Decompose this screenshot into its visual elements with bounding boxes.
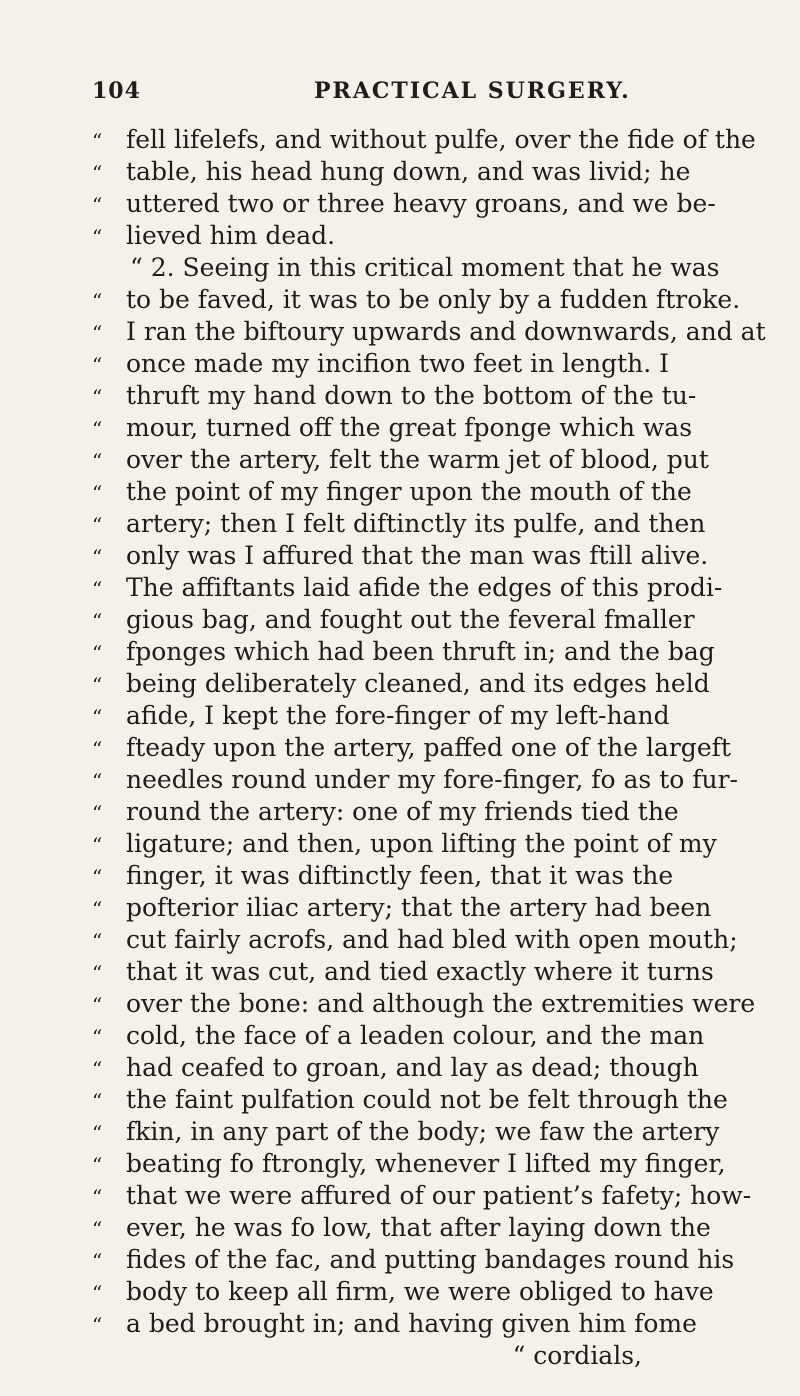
body-text: [92, 124, 792, 1372]
quote-mark: “: [92, 609, 103, 633]
quote-mark: “: [92, 993, 103, 1017]
quote-mark: “: [92, 769, 103, 793]
quote-mark: “: [92, 865, 103, 889]
text-line: “ had ceafed to groan, and lay as dead; though: [92, 1052, 792, 1084]
quote-mark: “: [92, 673, 103, 697]
text-line: “ fteady upon the artery, paffed one of the largeft: [92, 732, 792, 764]
text-line: “ table, his head hung down, and was livid; he: [92, 156, 792, 188]
text-line: “ uttered two or three heavy groans, and we be-: [92, 188, 792, 220]
quote-mark: “: [92, 929, 103, 953]
text-line: “ afide, I kept the fore-finger of my left-hand: [92, 700, 792, 732]
text-line: “ only was I affured that the man was ftill alive.: [92, 540, 792, 572]
quote-mark: “: [92, 737, 103, 761]
text-line: “ needles round under my fore-finger, fo as to fur-: [92, 764, 792, 796]
quote-mark: “: [92, 417, 103, 441]
quote-mark: “: [92, 705, 103, 729]
quote-mark: “: [92, 833, 103, 857]
quote-mark: “: [92, 193, 103, 217]
quote-mark: “: [92, 1249, 103, 1273]
quote-mark: “: [92, 513, 103, 537]
quote-mark: “: [92, 1281, 103, 1305]
quote-mark: “: [92, 449, 103, 473]
quote-mark: “: [92, 801, 103, 825]
text-line: “ mour, turned off the great fponge which was: [92, 412, 792, 444]
text-line: “ that it was cut, and tied exactly where it turns: [92, 956, 792, 988]
text-line: “ round the artery: one of my friends tied the: [92, 796, 792, 828]
text-line: “ fkin, in any part of the body; we faw the artery: [92, 1116, 792, 1148]
text-line: “ artery; then I felt diftinctly its pulfe, and then: [92, 508, 792, 540]
quote-mark: “: [92, 353, 103, 377]
text-line: “ thruft my hand down to the bottom of the tu-: [92, 380, 792, 412]
text-line: “ once made my incifion two feet in length. I: [92, 348, 792, 380]
catchword-line: [92, 1340, 792, 1372]
quote-mark: “: [92, 1089, 103, 1113]
text-line: “ The affiftants laid afide the edges of this prodi-: [92, 572, 792, 604]
text-line: “ gious bag, and fought out the feveral fmaller: [92, 604, 792, 636]
quote-mark: “: [92, 161, 103, 185]
text-line: “ ligature; and then, upon lifting the point of my: [92, 828, 792, 860]
quote-mark: “: [92, 641, 103, 665]
text-line: “ cut fairly acrofs, and had bled with open mouth;: [92, 924, 792, 956]
text-line: “ over the artery, felt the warm jet of blood, put: [92, 444, 792, 476]
quote-mark: “: [92, 1025, 103, 1049]
quote-mark: “: [92, 1153, 103, 1177]
text-line: “ fides of the fac, and putting bandages round his: [92, 1244, 792, 1276]
text-line: “ the point of my finger upon the mouth of the: [92, 476, 792, 508]
quote-mark: “: [92, 897, 103, 921]
quote-mark: “: [92, 1313, 103, 1337]
text-line: “ the faint pulfation could not be felt through the: [92, 1084, 792, 1116]
text-line: “ being deliberately cleaned, and its edges held: [92, 668, 792, 700]
text-line: “ fell lifelefs, and without pulfe, over the fide of the: [92, 124, 792, 156]
text-line: “ pofterior iliac artery; that the artery had been: [92, 892, 792, 924]
text-line: “ finger, it was diftinctly feen, that it was the: [92, 860, 792, 892]
text-line: “ fponges which had been thruft in; and the bag: [92, 636, 792, 668]
text-line: “ cold, the face of a leaden colour, and the man: [92, 1020, 792, 1052]
page-number: 104: [92, 78, 141, 104]
text-line: “ lieved him dead.: [92, 220, 792, 252]
text-line: “ ever, he was fo low, that after laying down the: [92, 1212, 792, 1244]
running-head: PRACTICAL SURGERY.: [314, 78, 631, 104]
quote-mark: “: [92, 129, 103, 153]
text-line: “ I ran the biftoury upwards and downwards, and at: [92, 316, 792, 348]
text-line: “ 2. Seeing in this critical moment that he was: [130, 253, 720, 282]
quote-mark: “: [92, 577, 103, 601]
text-line: “ body to keep all firm, we were obliged to have: [92, 1276, 792, 1308]
text-line: “ beating fo ftrongly, whenever I lifted my finger,: [92, 1148, 792, 1180]
catchword: “ cordials,: [512, 1341, 642, 1370]
quote-mark: “: [92, 1185, 103, 1209]
quote-mark: “: [92, 1121, 103, 1145]
text-line: “ to be faved, it was to be only by a fudden ftroke.: [92, 284, 792, 316]
quote-mark: “: [92, 961, 103, 985]
text-line: “ that we were affured of our patient’s fafety; how-: [92, 1180, 792, 1212]
quote-mark: “: [92, 225, 103, 249]
quote-mark: “: [92, 321, 103, 345]
quote-mark: “: [92, 545, 103, 569]
text-line: “ a bed brought in; and having given him fome: [92, 1308, 792, 1340]
text-line: “ over the bone: and although the extremities were: [92, 988, 792, 1020]
quote-mark: “: [92, 481, 103, 505]
quote-mark: “: [92, 1057, 103, 1081]
quote-mark: “: [92, 289, 103, 313]
quote-mark: “: [92, 1217, 103, 1241]
page-header: [92, 78, 712, 114]
quote-mark: “: [92, 385, 103, 409]
